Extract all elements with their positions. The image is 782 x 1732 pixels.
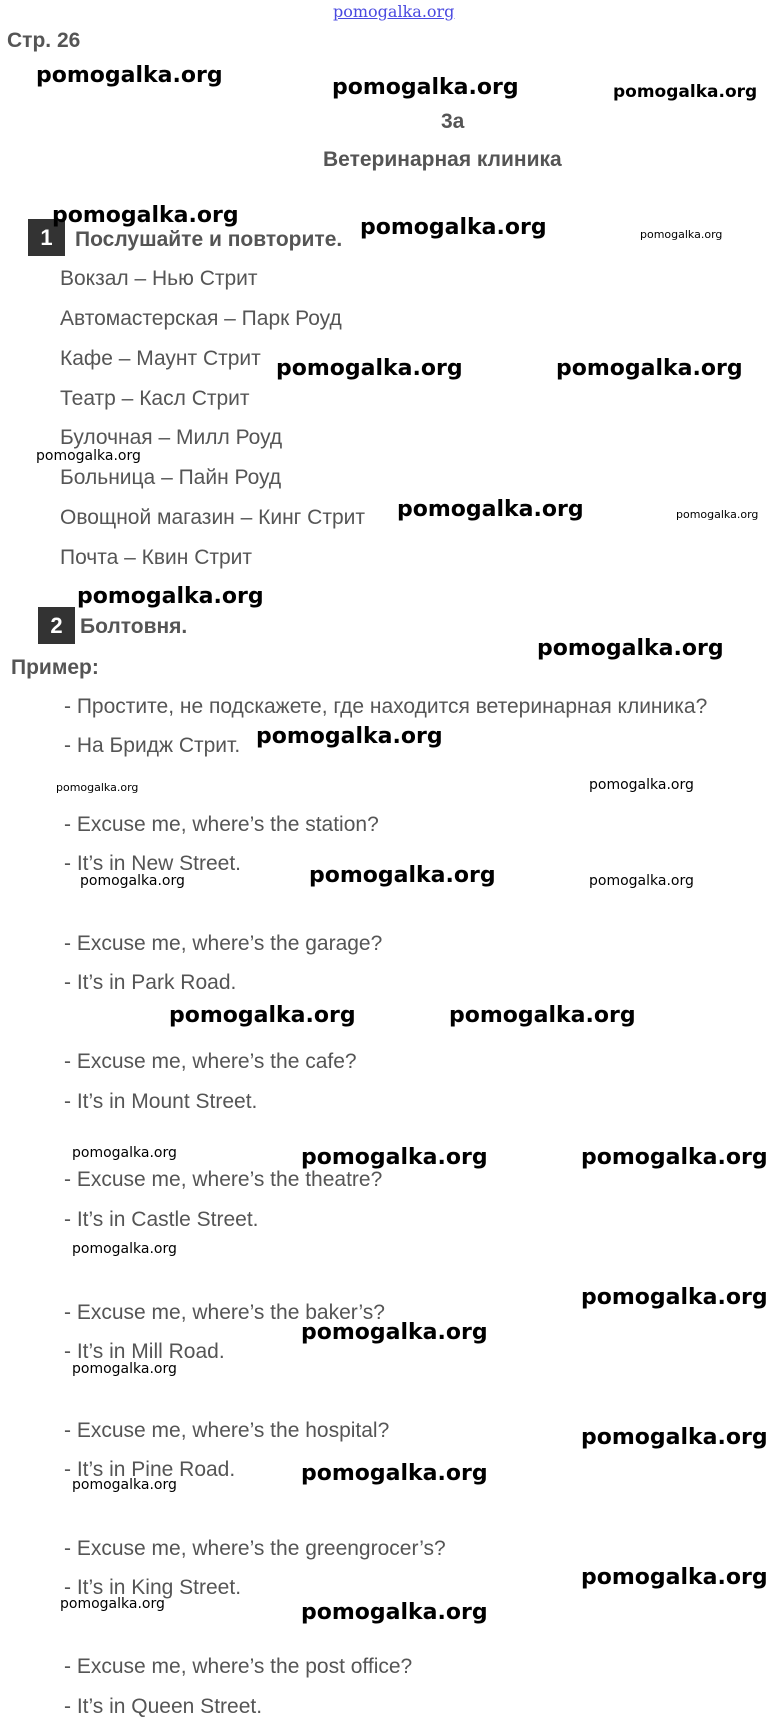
watermark: pomogalka.org bbox=[581, 1565, 768, 1590]
dialogue-answer: - It’s in New Street. bbox=[64, 852, 242, 875]
task-2-title: Болтовня. bbox=[80, 615, 188, 638]
lesson-number: 3a bbox=[441, 110, 465, 133]
dialogue-answer: - It’s in Mill Road. bbox=[64, 1340, 225, 1363]
task-1-item: Булочная – Милл Роуд bbox=[60, 426, 283, 449]
dialogue-question: - Excuse me, where’s the cafe? bbox=[64, 1050, 357, 1073]
watermark: pomogalka.org bbox=[72, 1145, 177, 1161]
watermark: pomogalka.org bbox=[581, 1145, 768, 1170]
watermark: pomogalka.org bbox=[537, 636, 724, 661]
task-1-item: Кафе – Маунт Стрит bbox=[60, 347, 261, 370]
watermark: pomogalka.org bbox=[397, 497, 584, 522]
example-line: - Простите, не подскажете, где находится ветеринарная клиника? bbox=[64, 695, 708, 718]
task-1-item: Вокзал – Нью Стрит bbox=[60, 267, 258, 290]
watermark: pomogalka.org bbox=[301, 1320, 488, 1345]
task-1-number-badge: 1 bbox=[28, 219, 65, 256]
watermark: pomogalka.org bbox=[309, 863, 496, 888]
watermark: pomogalka.org bbox=[301, 1145, 488, 1170]
page-number-label: Стр. 26 bbox=[7, 29, 81, 52]
watermark: pomogalka.org bbox=[676, 508, 759, 521]
watermark: pomogalka.org bbox=[613, 82, 758, 102]
dialogue-answer: - It’s in Pine Road. bbox=[64, 1458, 236, 1481]
watermark: pomogalka.org bbox=[72, 1241, 177, 1257]
watermark: pomogalka.org bbox=[332, 75, 519, 100]
dialogue-answer: - It’s in King Street. bbox=[64, 1576, 242, 1599]
watermark: pomogalka.org bbox=[72, 1477, 177, 1493]
watermark: pomogalka.org bbox=[52, 203, 239, 228]
watermark: pomogalka.org bbox=[581, 1285, 768, 1310]
watermark: pomogalka.org bbox=[640, 228, 723, 241]
watermark: pomogalka.org bbox=[449, 1003, 636, 1028]
watermark: pomogalka.org bbox=[301, 1600, 488, 1625]
dialogue-question: - Excuse me, where’s the baker’s? bbox=[64, 1301, 385, 1324]
dialogue-question: - Excuse me, where’s the greengrocer’s? bbox=[64, 1537, 446, 1560]
page-title: Ветеринарная клиника bbox=[323, 148, 562, 171]
watermark: pomogalka.org bbox=[360, 215, 547, 240]
watermark: pomogalka.org bbox=[589, 873, 694, 889]
dialogue-question: - Excuse me, where’s the post office? bbox=[64, 1655, 413, 1678]
dialogue-answer: - It’s in Castle Street. bbox=[64, 1208, 259, 1231]
top-site-link[interactable]: pomogalka.org bbox=[333, 2, 455, 21]
task-1-item: Почта – Квин Стрит bbox=[60, 546, 253, 569]
watermark: pomogalka.org bbox=[169, 1003, 356, 1028]
watermark: pomogalka.org bbox=[56, 781, 139, 794]
task-1-item: Театр – Касл Стрит bbox=[60, 387, 250, 410]
watermark: pomogalka.org bbox=[36, 448, 141, 464]
dialogue-question: - Excuse me, where’s the theatre? bbox=[64, 1168, 383, 1191]
watermark: pomogalka.org bbox=[60, 1596, 165, 1612]
task-1-title: Послушайте и повторите. bbox=[75, 228, 343, 251]
dialogue-answer: - It’s in Mount Street. bbox=[64, 1090, 258, 1113]
task-2-number-badge: 2 bbox=[38, 607, 75, 644]
dialogue-answer: - It’s in Queen Street. bbox=[64, 1695, 263, 1718]
watermark: pomogalka.org bbox=[589, 777, 694, 793]
dialogue-question: - Excuse me, where’s the hospital? bbox=[64, 1419, 390, 1442]
task-1-item: Автомастерская – Парк Роуд bbox=[60, 307, 342, 330]
watermark: pomogalka.org bbox=[72, 1361, 177, 1377]
task-1-item: Больница – Пайн Роуд bbox=[60, 466, 282, 489]
dialogue-question: - Excuse me, where’s the garage? bbox=[64, 932, 383, 955]
example-line: - На Бридж Стрит. bbox=[64, 734, 241, 757]
watermark: pomogalka.org bbox=[77, 584, 264, 609]
example-label: Пример: bbox=[11, 656, 99, 679]
watermark: pomogalka.org bbox=[581, 1425, 768, 1450]
watermark: pomogalka.org bbox=[256, 724, 443, 749]
watermark: pomogalka.org bbox=[556, 356, 743, 381]
watermark: pomogalka.org bbox=[301, 1461, 488, 1486]
dialogue-question: - Excuse me, where’s the station? bbox=[64, 813, 379, 836]
watermark: pomogalka.org bbox=[80, 873, 185, 889]
task-1-item: Овощной магазин – Кинг Стрит bbox=[60, 506, 365, 529]
dialogue-answer: - It’s in Park Road. bbox=[64, 971, 237, 994]
watermark: pomogalka.org bbox=[36, 63, 223, 88]
watermark: pomogalka.org bbox=[276, 356, 463, 381]
